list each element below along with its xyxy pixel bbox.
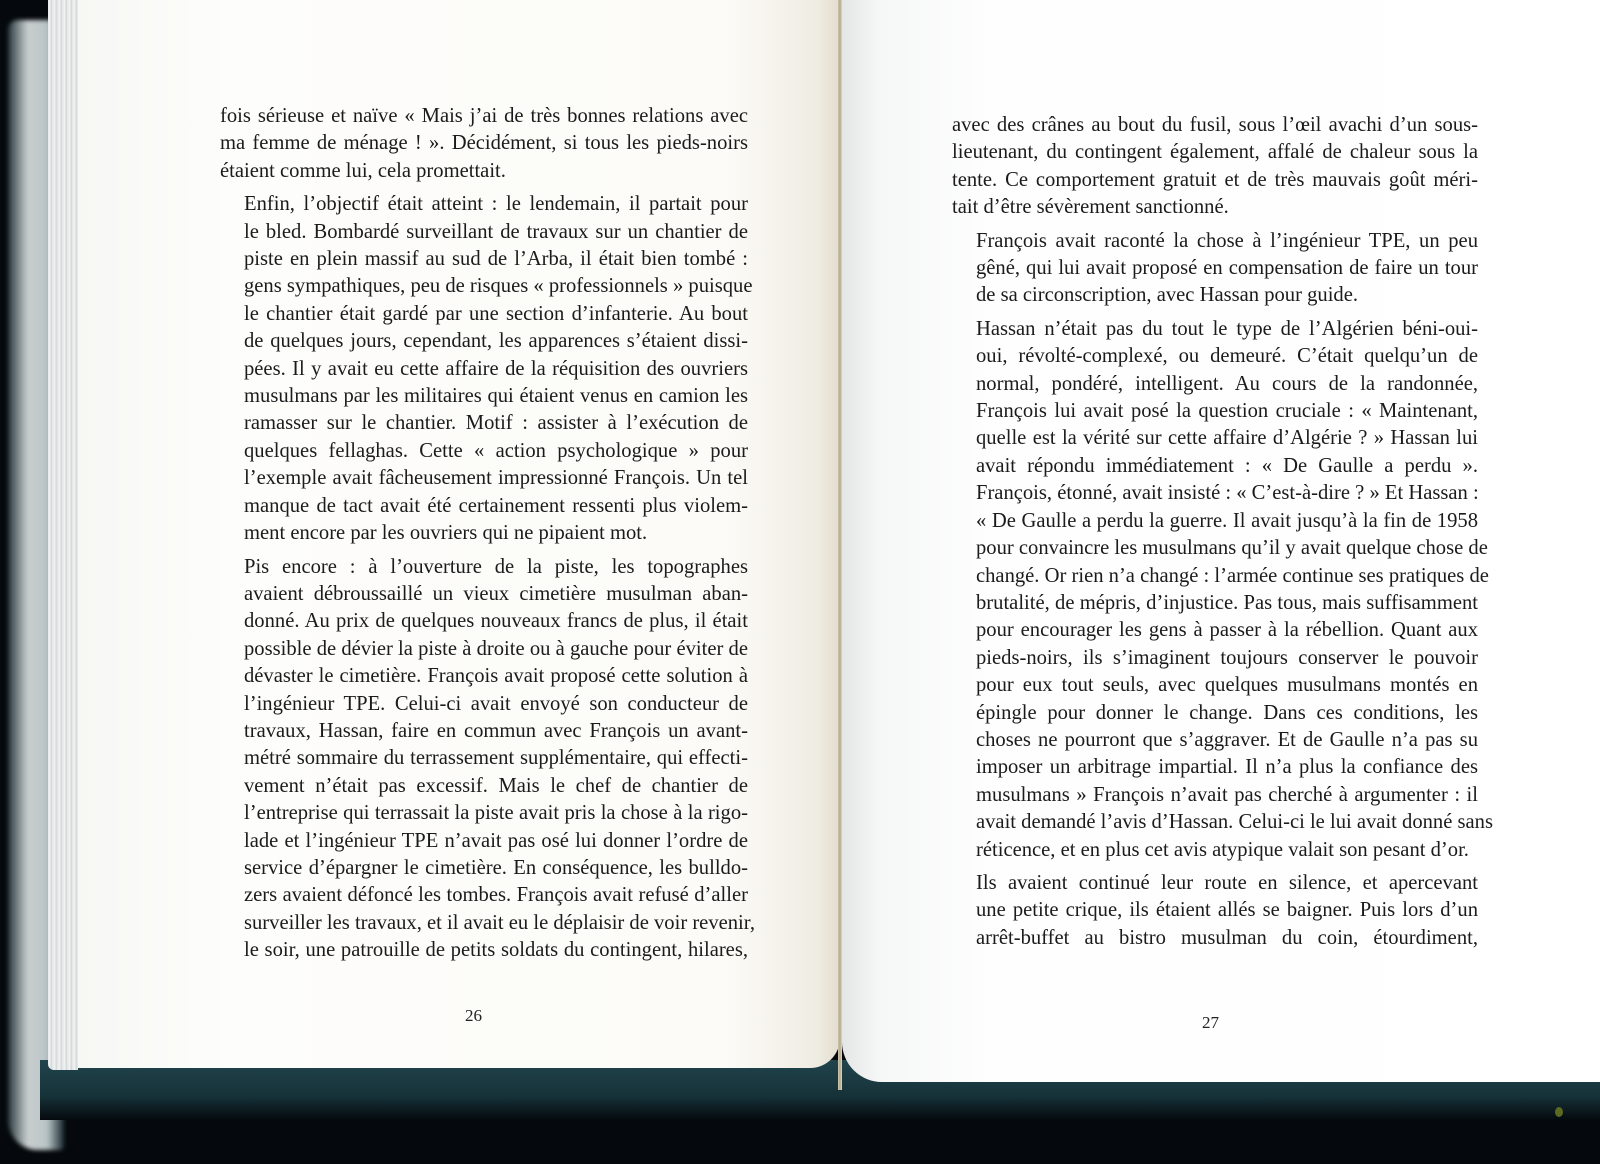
dust-speck bbox=[1555, 1107, 1563, 1117]
text-line: avaient débroussaillé un vieux cimetière musulman aban- bbox=[244, 582, 748, 605]
text-line: surveiller les travaux, et il avait eu le déplaisir de voir revenir, bbox=[244, 911, 755, 934]
text-line: tait d’être sévèrement sanctionné. bbox=[952, 196, 1229, 219]
text-line: quelle est la vérité sur cette affaire d’Algérie ? » Hassan lui bbox=[976, 427, 1478, 450]
text-line: choses ne pourront que s’aggraver. Et de Gaulle n’a pas su bbox=[976, 728, 1478, 751]
text-line: Ils avaient continué leur route en silence, et apercevant bbox=[976, 871, 1478, 894]
text-line: fois sérieuse et naïve « Mais j’ai de très bonnes relations avec bbox=[220, 105, 748, 127]
paragraph bbox=[220, 191, 753, 547]
text-line: « De Gaulle a perdu la guerre. Il avait jusqu’à la fin de 1958 bbox=[976, 509, 1478, 532]
text-line: oui, révolté-complexé, ou demeuré. C’était quelqu’un de bbox=[976, 345, 1478, 368]
text-line: ramasser sur le chantier. Motif : assister à l’exécution de bbox=[244, 412, 748, 435]
paragraph bbox=[220, 103, 748, 185]
text-line: service d’épargner le cimetière. En conséquence, les bulldo- bbox=[244, 856, 748, 879]
text-line: François lui avait posé la question cruciale : « Maintenant, bbox=[976, 400, 1478, 423]
page-stack-edges bbox=[48, 0, 78, 1070]
text-line: François avait raconté la chose à l’ingénieur TPE, un peu bbox=[976, 229, 1478, 252]
text-line: le chantier était gardé par une section d’infanterie. Au bout bbox=[244, 302, 748, 325]
text-line: travaux, Hassan, faire en commun avec François un avant- bbox=[244, 719, 748, 742]
text-line: changé. Or rien n’a changé : l’armée continue ses pratiques de bbox=[976, 564, 1489, 587]
paragraph bbox=[952, 228, 1478, 310]
text-line: Enfin, l’objectif était atteint : le lendemain, il partait pour bbox=[244, 193, 748, 216]
text-line: ma femme de ménage ! ». Décidément, si tous les pieds-noirs bbox=[220, 132, 748, 155]
text-line: ment encore par les ouvriers qui ne pipaient mot. bbox=[244, 522, 648, 545]
text-line: réticence, et en plus cet avis atypique valait son pesant d’or. bbox=[976, 838, 1469, 861]
text-line: le bled. Bombardé surveillant de travaux sur un chantier de bbox=[244, 220, 748, 243]
left-page-text bbox=[220, 103, 755, 971]
paragraph bbox=[952, 112, 1478, 222]
right-page-text bbox=[952, 112, 1493, 958]
text-line: piste en plein massif au sud de l’Arba, il était bien tombé : bbox=[244, 248, 748, 271]
page-number-left: 26 bbox=[465, 1006, 482, 1025]
text-line: de sa circonscription, avec Hassan pour guide. bbox=[976, 284, 1358, 307]
paragraph bbox=[952, 316, 1493, 864]
text-line: imposer un arbitrage impartial. Il n’a plus la confiance des bbox=[976, 756, 1478, 779]
text-line: lieutenant, du contingent également, affalé de chaleur sous la bbox=[952, 141, 1478, 164]
page-number-right: 27 bbox=[1202, 1013, 1219, 1032]
text-line: pour encourager les gens à passer à la rébellion. Quant aux bbox=[976, 619, 1478, 642]
text-line: dévaster le cimetière. François avait proposé cette solution à bbox=[244, 665, 748, 688]
text-line: pour eux tout seuls, avec quelques musulmans montés en bbox=[976, 674, 1478, 697]
paragraph bbox=[220, 554, 755, 965]
text-line: tente. Ce comportement gratuit et de très mauvais goût méri- bbox=[952, 168, 1478, 191]
text-line: arrêt-buffet au bistro musulman du coin, étourdiment, bbox=[976, 926, 1478, 949]
text-line: donné. Au prix de quelques nouveaux francs de plus, il était bbox=[244, 610, 748, 633]
text-line: pées. Il y avait eu cette affaire de la réquisition des ouvriers bbox=[244, 357, 748, 380]
text-line: gêné, qui lui avait proposé en compensation de faire un tour bbox=[976, 257, 1478, 280]
text-line: de quelques jours, cependant, les apparences s’étaient dissi- bbox=[244, 330, 748, 353]
text-line: vement n’était pas excessif. Mais le chef de chantier de bbox=[244, 774, 748, 797]
text-line: possible de dévier la piste à droite ou à gauche pour éviter de bbox=[244, 637, 748, 660]
text-line: François, étonné, avait insisté : « C’est-à-dire ? » Et Hassan : bbox=[976, 482, 1479, 505]
text-line: pieds-noirs, ils s’imaginent toujours conserver le pouvoir bbox=[976, 646, 1478, 669]
text-line: zers avaient défoncé les tombes. François avait refusé d’aller bbox=[244, 884, 748, 907]
text-line: musulmans par les militaires qui étaient venus en camion les bbox=[244, 385, 748, 408]
text-line: quelques fellaghas. Cette « action psychologique » pour bbox=[244, 439, 748, 462]
text-line: une petite crique, ils étaient allés se baigner. Puis lors d’un bbox=[976, 899, 1478, 922]
text-line: Hassan n’était pas du tout le type de l’Algérien béni-oui- bbox=[976, 317, 1478, 340]
text-line: épingle pour donner le change. Dans ces conditions, les bbox=[976, 701, 1478, 724]
text-line: avec des crânes au bout du fusil, sous l’œil avachi d’un sous- bbox=[952, 114, 1478, 136]
text-line: l’exemple avait fâcheusement impressionné François. Un tel bbox=[244, 467, 748, 490]
text-line: métré sommaire du terrassement supplémentaire, qui effecti- bbox=[244, 747, 748, 770]
book-gutter bbox=[838, 0, 842, 1090]
text-line: gens sympathiques, peu de risques « professionnels » puisque bbox=[244, 275, 753, 298]
paragraph bbox=[952, 870, 1478, 952]
text-line: pour convaincre les musulmans qu’il y avait quelque chose de bbox=[976, 537, 1488, 560]
text-line: avait demandé l’avis d’Hassan. Celui-ci le lui avait donné sans bbox=[976, 811, 1493, 834]
text-line: brutalité, de mépris, d’injustice. Pas tous, mais suffisamment bbox=[976, 591, 1478, 614]
text-line: le soir, une patrouille de petits soldats du contingent, hilares, bbox=[244, 939, 748, 962]
text-line: Pis encore : à l’ouverture de la piste, les topographes bbox=[244, 555, 748, 578]
text-line: l’ingénieur TPE. Celui-ci avait envoyé son conducteur de bbox=[244, 692, 748, 715]
text-line: manque de tact avait été certainement ressenti plus violem- bbox=[244, 494, 748, 517]
text-line: l’entreprise qui terrassait la piste avait pris la chose à la rigo- bbox=[244, 802, 748, 825]
text-line: avait répondu immédiatement : « De Gaulle a perdu ». bbox=[976, 454, 1478, 477]
text-line: lade et l’ingénieur TPE n’avait pas osé lui donner l’ordre de bbox=[244, 829, 748, 852]
text-line: normal, pondéré, intelligent. Au cours de la randonnée, bbox=[976, 372, 1478, 395]
text-line: étaient comme lui, cela promettait. bbox=[220, 159, 506, 182]
text-line: musulmans » François n’avait pas cherché à argumenter : il bbox=[976, 783, 1478, 806]
